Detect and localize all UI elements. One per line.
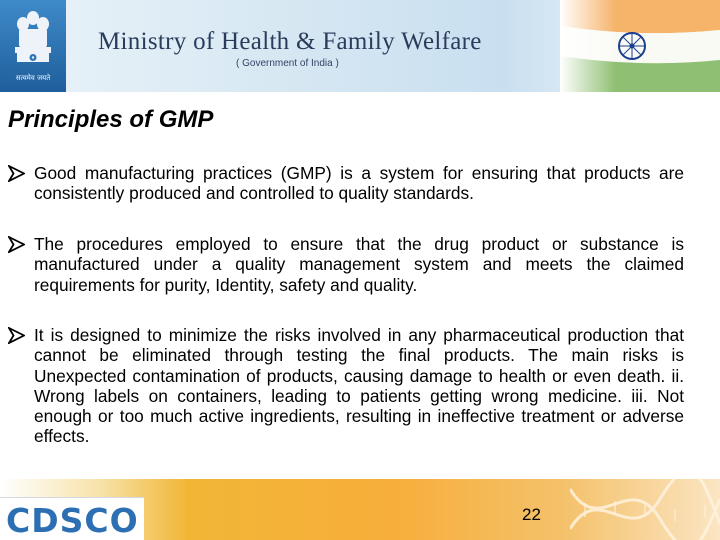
emblem-caption: सत्यमेव जयते: [15, 74, 51, 82]
arrow-bullet-icon: [8, 236, 25, 253]
national-emblem-icon: [10, 8, 56, 72]
bullet-item: [8, 234, 684, 295]
emblem-panel: [0, 0, 66, 92]
arrow-bullet-icon: [8, 327, 25, 344]
page-number: 22: [522, 505, 541, 524]
indian-flag-icon: [560, 0, 720, 92]
arrow-bullet-icon: [8, 165, 25, 182]
dna-helix-icon: [570, 479, 720, 540]
bullet-item: [8, 163, 684, 204]
bullet-item: [8, 325, 684, 447]
bullet-text: The procedures employed to ensure that the drug product or substance is manufactured under a quality management system and meets the claimed requirements for purity, Identity, safety and quality.: [34, 234, 684, 295]
cdsco-logo: CDSCO: [6, 501, 139, 540]
footer-band: [0, 479, 720, 540]
bullet-text: Good manufacturing practices (GMP) is a system for ensuring that products are consistently produced and controlled to quality standards.: [34, 163, 684, 204]
header-banner: [0, 0, 720, 92]
bullet-text: It is designed to minimize the risks involved in any pharmaceutical production that cannot be eliminated through testing the final products. The main risks is Unexpected contamination of products, causing damage to health or even death. ii. Wrong labels on containers, leading to patients getting wrong medicine. iii. Not enough or too much active ingredients, resulting in ineffective treatment or adverse effects.: [34, 325, 684, 447]
government-subtitle: ( Government of India ): [236, 58, 339, 69]
ministry-title: Ministry of Health & Family Welfare: [98, 28, 482, 55]
slide-title: Principles of GMP: [8, 106, 214, 133]
